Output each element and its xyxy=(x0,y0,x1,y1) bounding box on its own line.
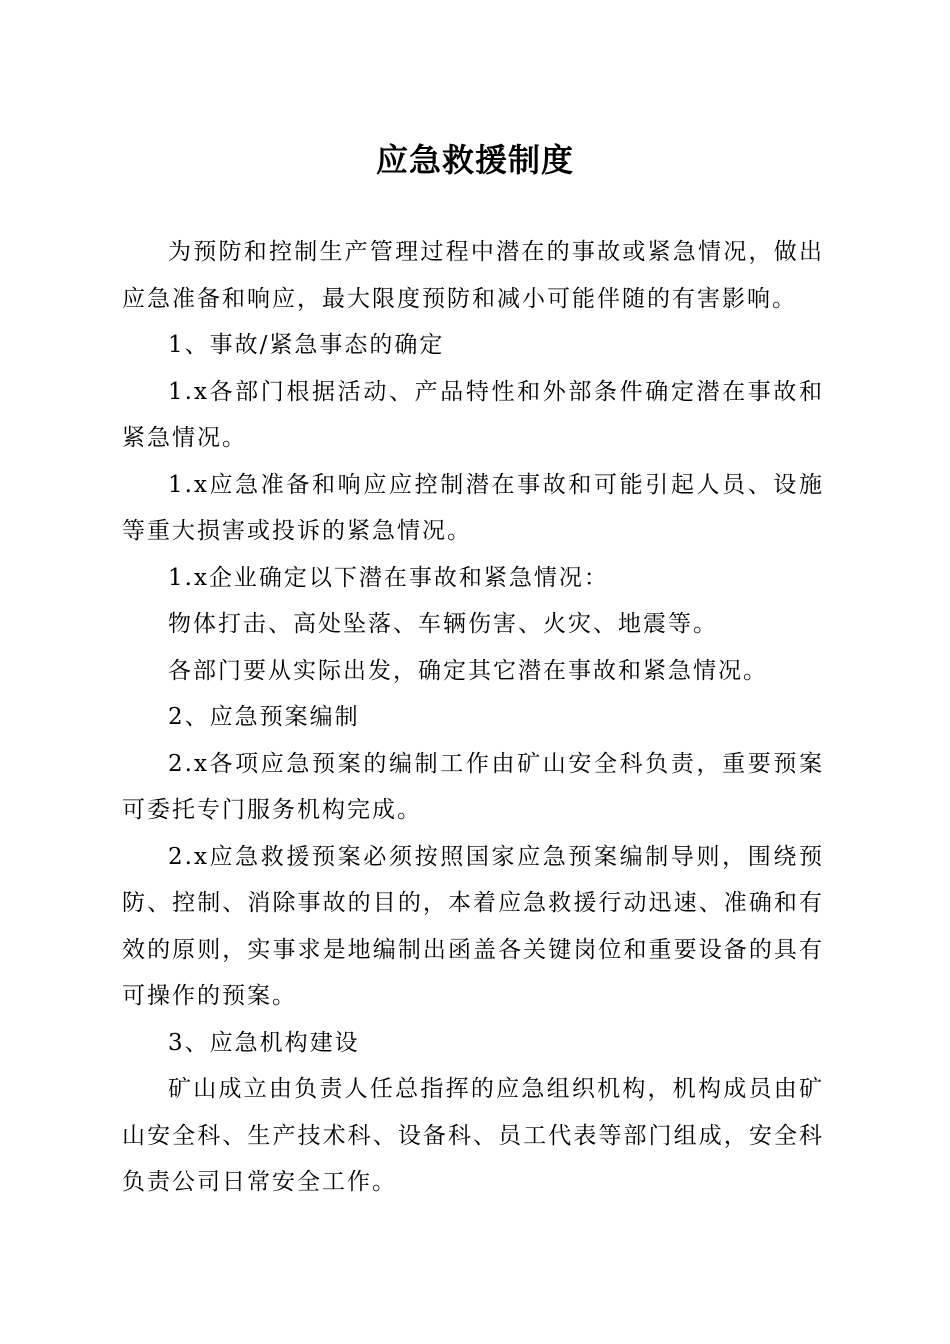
document-title: 应急救援制度 xyxy=(375,141,574,179)
paragraph-departments: 各部门要从实际出发，确定其它潜在事故和紧急情况。 xyxy=(168,657,768,684)
paragraph-1-3: 1.x企业确定以下潜在事故和紧急情况： xyxy=(168,564,609,591)
document-body xyxy=(122,229,824,1206)
paragraph-1-1: 1.x各部门根据活动、产品特性和外部条件确定潜在事故和紧急情况。 xyxy=(122,378,824,451)
section-heading-3: 3、应急机构建设 xyxy=(168,1029,360,1056)
section-heading-1: 1、事故/紧急事态的确定 xyxy=(168,332,445,358)
paragraph-1-2: 1.x应急准备和响应应控制潜在事故和可能引起人员、设施等重大损害或投诉的紧急情况。 xyxy=(122,471,824,544)
paragraph-hazard-list: 物体打击、高处坠落、车辆伤害、火灾、地震等。 xyxy=(168,611,718,637)
section-heading-2: 2、应急预案编制 xyxy=(168,704,360,730)
paragraph-2-2: 2.x应急救援预案必须按照国家应急预案编制导则，围绕预防、控制、消除事故的目的，本着应急救援行动迅速、准确和有效的原则，实事求是地编制出函盖各关键岗位和重要设备的具有可操作的预案。 xyxy=(122,843,824,1009)
paragraph-2-1: 2.x各项应急预案的编制工作由矿山安全科负责，重要预案可委托专门服务机构完成。 xyxy=(122,750,824,823)
paragraph-intro: 为预防和控制生产管理过程中潜在的事故或紧急情况，做出应急准备和响应，最大限度预防和减小可能伴随的有害影响。 xyxy=(122,239,824,312)
paragraph-3-1: 矿山成立由负责人任总指挥的应急组织机构，机构成员由矿山安全科、生产技术科、设备科、员工代表等部门组成，安全科负责公司日常安全工作。 xyxy=(122,1076,824,1195)
